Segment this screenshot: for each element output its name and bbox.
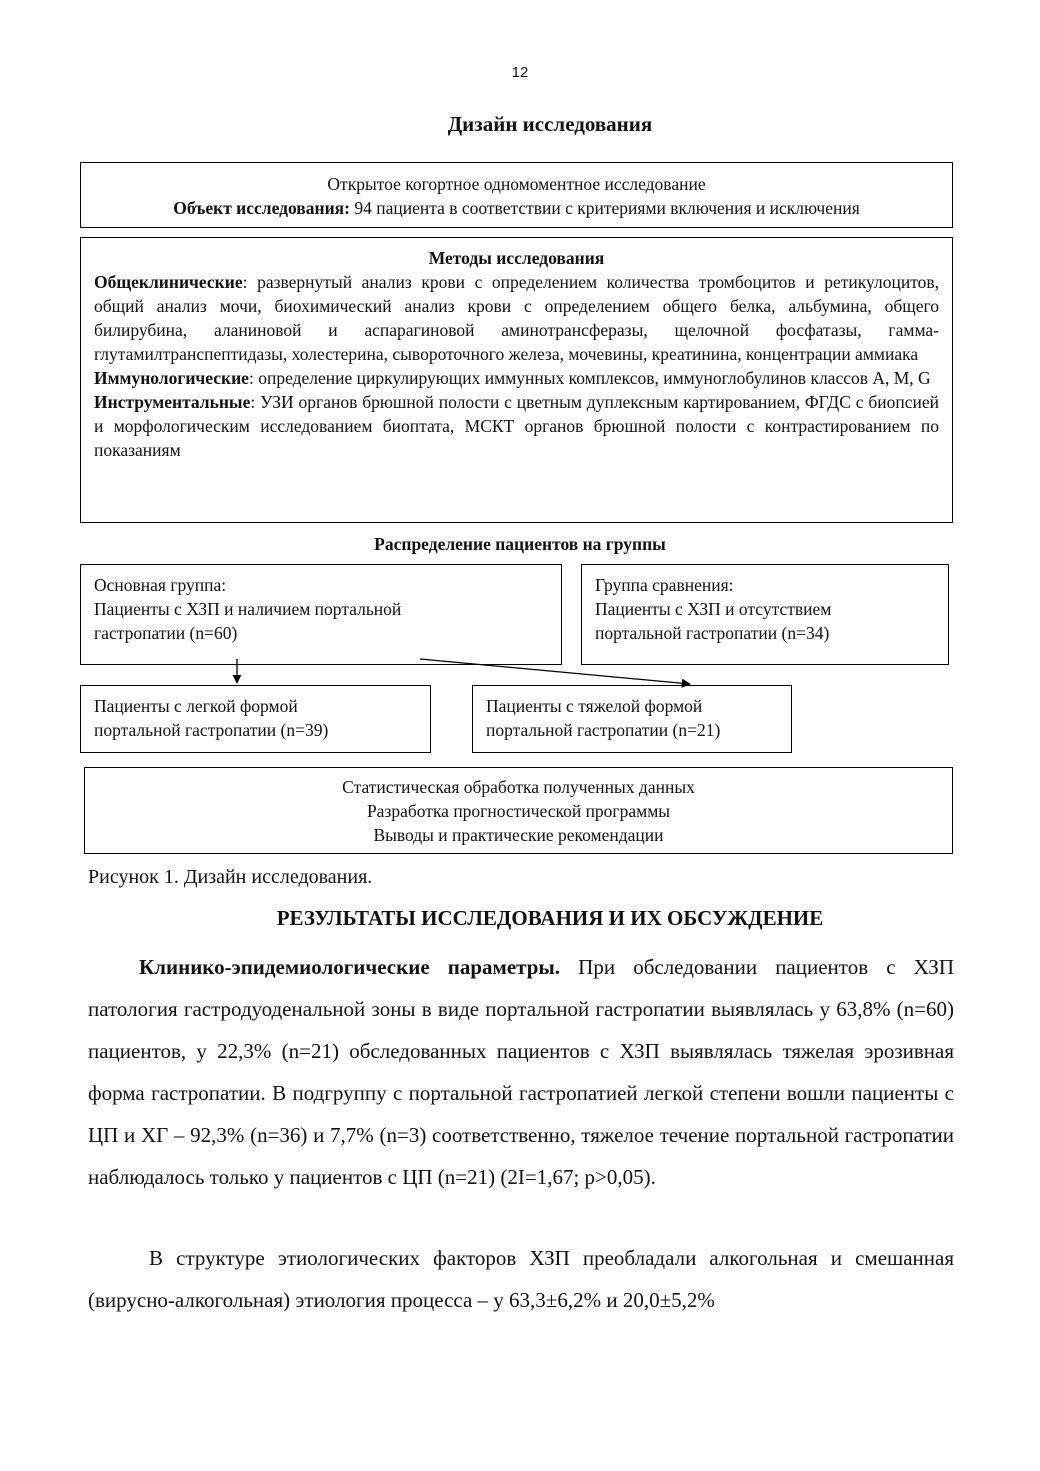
methods-instr-text: : УЗИ органов брюшной полости с цветным дуплексным картированием, ФГДС с биопсией и морфологическим исследованием биоптата, МСКТ органов брюшной полости с контрастированием по показаниям [94, 392, 939, 460]
arrow-to-severe [420, 659, 690, 684]
figure-title: Дизайн исследования [447, 112, 653, 136]
paragraph-1 [88, 946, 954, 1198]
section-heading: РЕЗУЛЬТАТЫ ИССЛЕДОВАНИЯ И ИХ ОБСУЖДЕНИЕ [276, 906, 824, 930]
methods-immuno-label: Иммунологические [94, 368, 249, 388]
final-box [84, 767, 953, 854]
final-conclusions: Выводы и практические рекомендации [373, 825, 664, 845]
methods-general-label: Общеклинические [94, 272, 243, 292]
paragraph-2: В структуре этиологических факторов ХЗП преобладали алкогольная и смешанная (вирусно-алкогольная) этиология процесса – у 63,3±6,2% и 20,0±5,2% [88, 1246, 954, 1312]
main-group-label: Основная группа: [94, 575, 227, 595]
severe-group-line2: портальной гастропатии (n=21) [486, 720, 721, 740]
methods-instr-label: Инструментальные [94, 392, 251, 412]
figure-caption: Рисунок 1. Дизайн исследования. [88, 866, 373, 888]
main-group-line2: Пациенты с ХЗП и наличием портальной [94, 599, 402, 619]
groups-title: Распределение пациентов на группы [374, 534, 666, 554]
main-group-line3: гастропатии (n=60) [94, 623, 238, 643]
mild-group-line1: Пациенты с легкой формой [94, 696, 298, 716]
methods-immuno-text: : определение циркулирующих иммунных комплексов, иммуноглобулинов классов А, М, G [248, 368, 931, 388]
page-number: 12 [511, 64, 529, 81]
comparison-group-label: Группа сравнения: [595, 575, 734, 595]
final-statistics: Статистическая обработка полученных данных [342, 777, 695, 797]
comparison-group-line2: Пациенты с ХЗП и отсутствием [595, 599, 832, 619]
final-program: Разработка прогностической программы [366, 801, 671, 821]
study-object-label: Объект исследования: [173, 198, 350, 218]
study-type: Открытое когортное одномоментное исследование [327, 174, 706, 194]
methods-general-text: : развернутый анализ крови с определением количества тромбоцитов и ретикулоцитов, общий анализ мочи, биохимический анализ крови с определением общего белка, альбумина, общего билирубина, аланиновой и аспарагиновой аминотрансферазы, щелочной фосфатазы, гамма-глутамилтранспептидазы, холестерина, сывороточного железа, мочевины, креатинина, концентрации аммиака [94, 272, 939, 364]
comparison-group-line3: портальной гастропатии (n=34) [595, 623, 830, 643]
severe-group-line1: Пациенты с тяжелой формой [486, 696, 703, 716]
mild-group-line2: портальной гастропатии (n=39) [94, 720, 329, 740]
methods-heading: Методы исследования [428, 248, 605, 268]
study-object-text: 94 пациента в соответствии с критериями включения и исключения [349, 198, 860, 218]
paragraph-1-text: При обследовании пациентов с ХЗП патология гастродуоденальной зоны в виде портальной гастропатии выявлялась у 63,8% (n=60) пациентов, у 22,3% (n=21) обследованных пациентов с ХЗП выявлялась тяжелая эрозивная форма гастропатии. В подгруппу с портальной гастропатией легкой степени вошли пациенты с ЦП и ХГ – 92,3% (n=36) и 7,7% (n=3) соответственно, тяжелое течение портальной гастропатии наблюдалось только у пациентов с ЦП (n=21) (2I=1,67; p>0,05). [88, 955, 954, 1189]
paragraph-1-lead: Клинико-эпидемиологические параметры. [139, 955, 561, 979]
